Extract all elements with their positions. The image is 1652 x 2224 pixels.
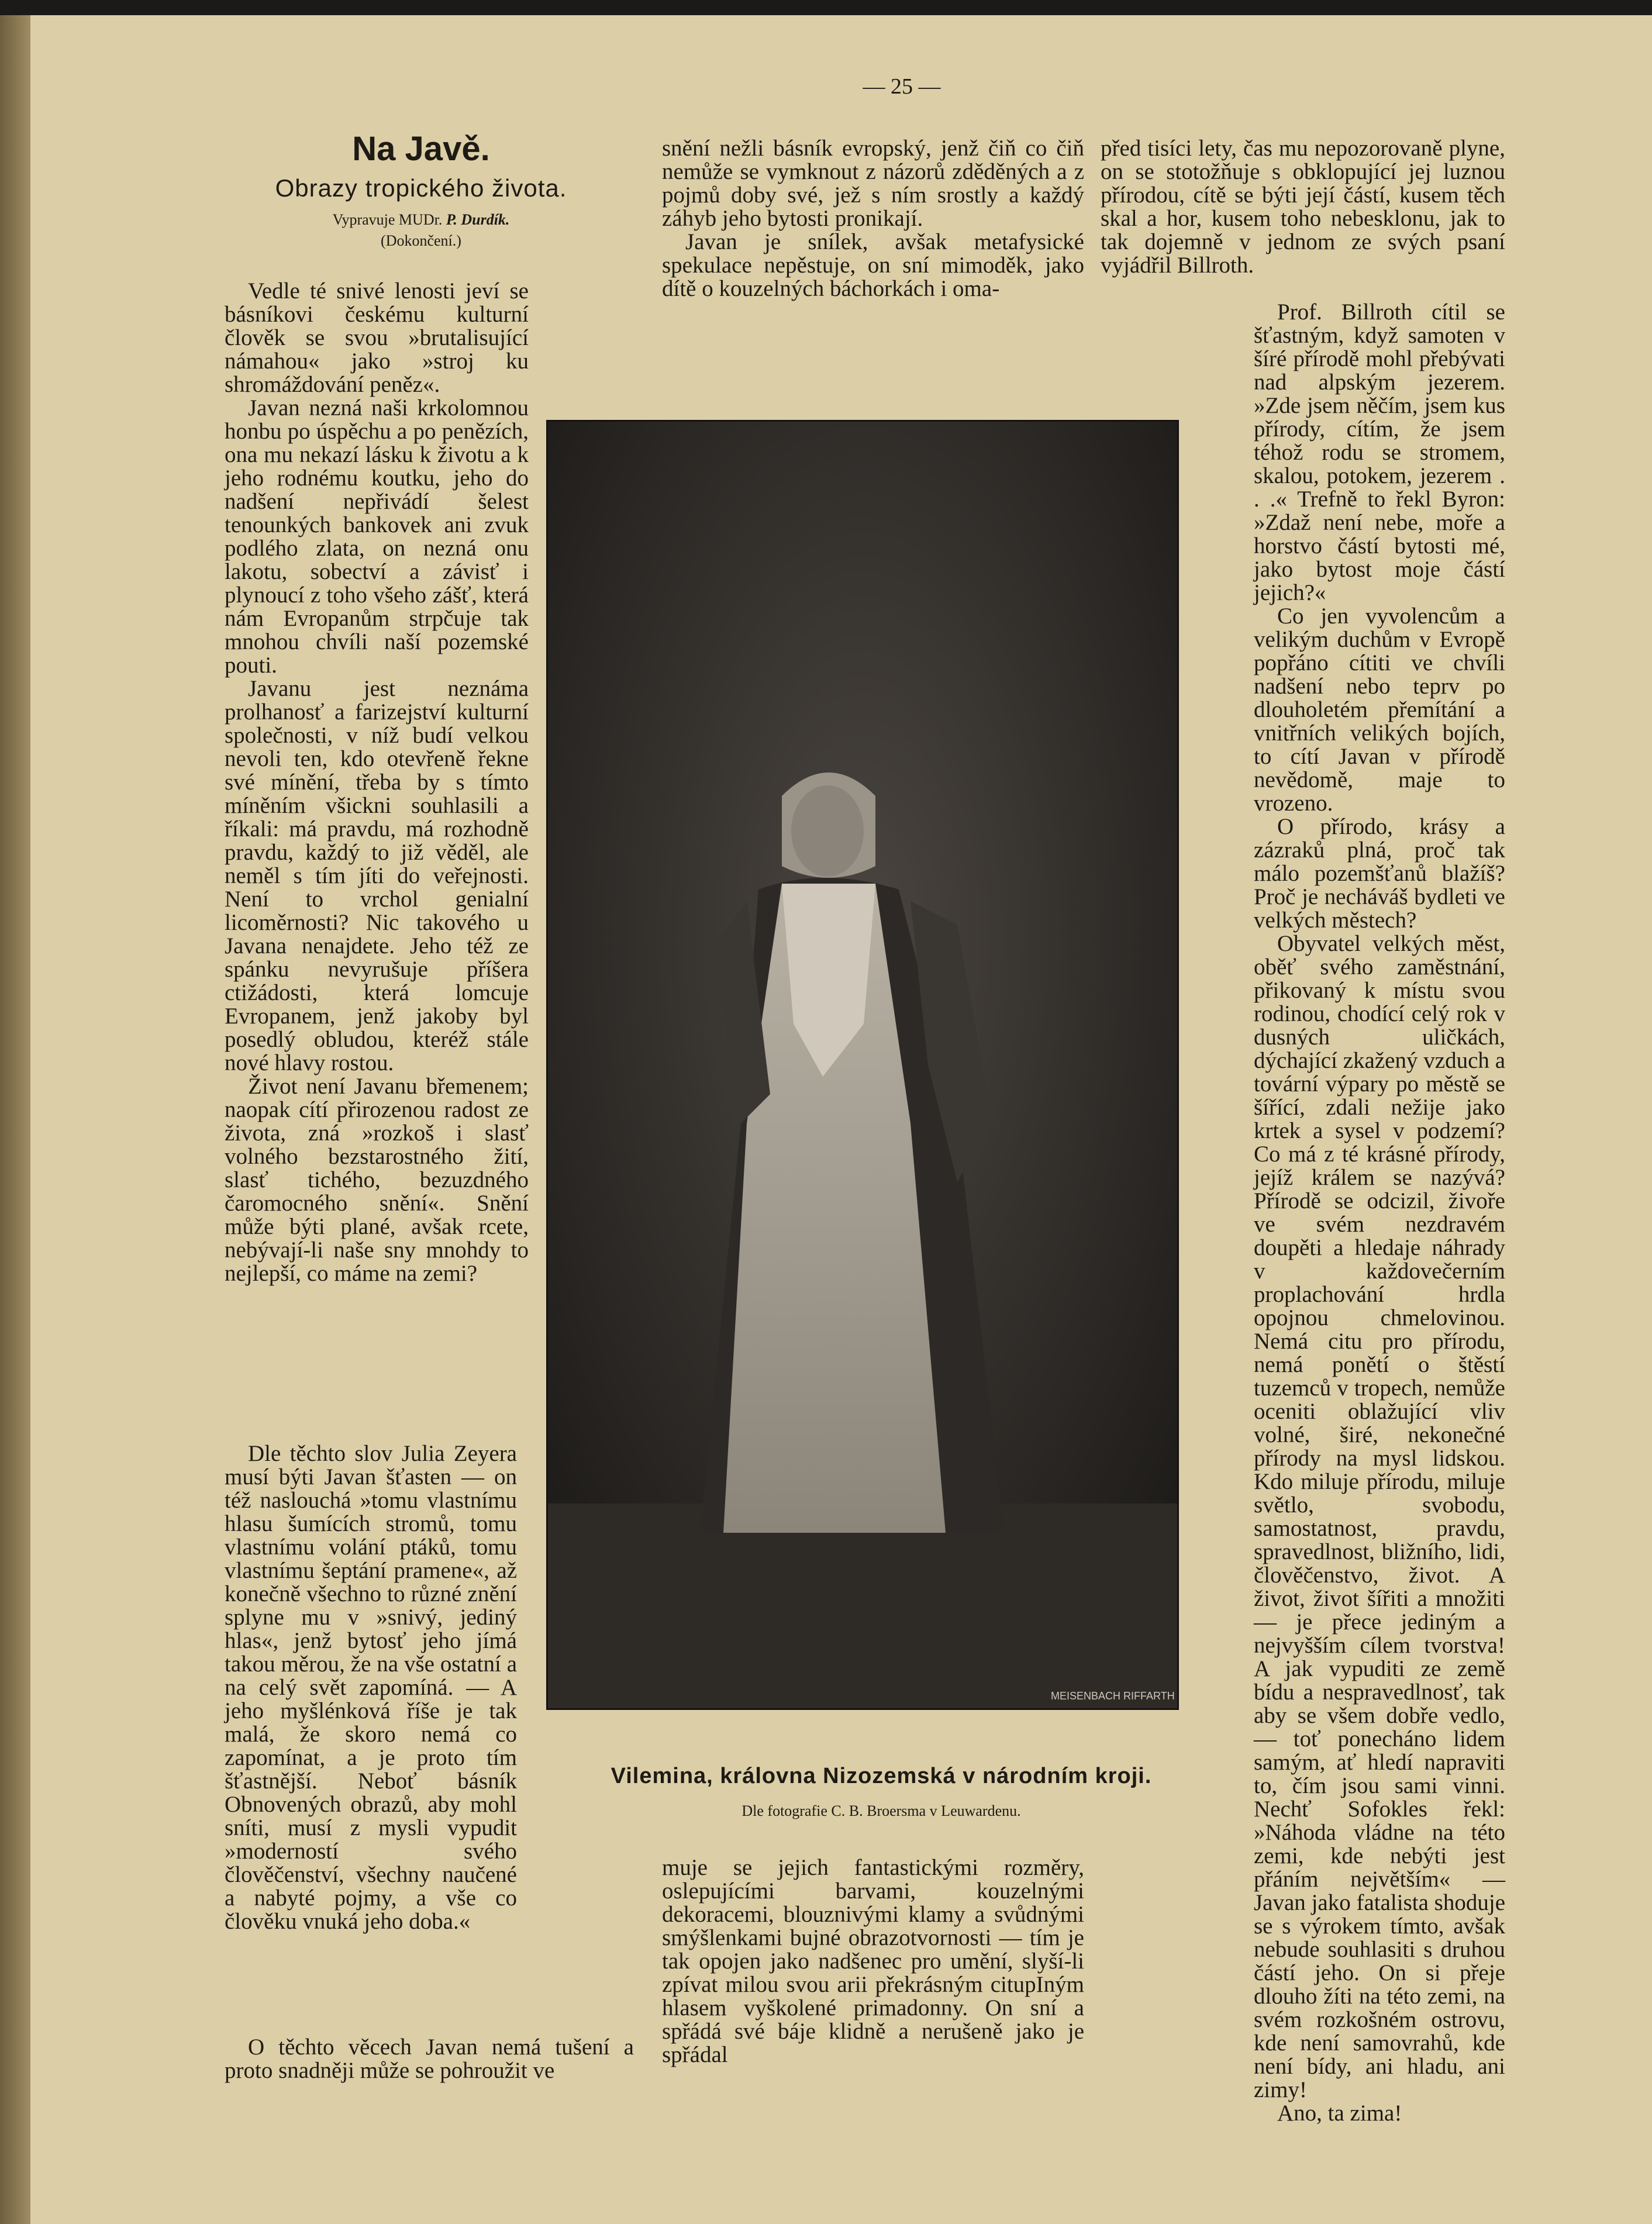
column-1-head [225, 129, 618, 265]
paragraph: O těchto věcech Javan nemá tušení a proto snadněji může se pohroužit ve [225, 2035, 634, 2083]
byline-prefix: Vypravuje MUDr. [332, 211, 443, 228]
column-2-bottom [662, 1856, 1084, 2067]
continuation-note: (Dokončení.) [381, 232, 461, 249]
binding-gutter [0, 15, 30, 2224]
page-number: — 25 — [863, 74, 941, 99]
paragraph: Co jen vyvolencům a velikým duchům v Evropě popřáno cítiti ve chvíli nadšení nebo teprv po dlouholetém přemítání a vnitřních velikých bojích, to cítí Javan v přírodě nevědomě, maje to vrozeno. [1254, 604, 1505, 816]
column-1-bottom [225, 2036, 634, 2082]
figure-caption: Vilemina, královna Nizozemská v národním kroji. [611, 1764, 1152, 1788]
paragraph: Ano, ta zima! [1277, 2101, 1402, 2126]
portrait-photograph [546, 420, 1179, 1710]
column-2-top [662, 137, 1084, 301]
paragraph: Obyvatel velkých měst, oběť svého zaměstnání, přikovaný k místu svou rodinou, chodící celý rok v dusných uličkách, dýchající zkažený vzduch a tovární výpary po městě se šířící, zdali nežije jako krtek a sysel v podzemí? Co má z té krásné přírody, jejíž králem se nazývá? Přírodě se odcizil, živoře ve svém nezdravém doupěti a hledaje náhrady v každovečerním proplachování hrdla opojnou chmelovinou. Nemá citu pro přírodu, nemá ponětí o štěstí tuzemců v tropech, nemůže oceniti oblažující vliv volné, širé, nekonečné přírody na mysl lidskou. Kdo miluje přírodu, miluje světlo, svobodu, samostatnost, pravdu, spravedlnost, bližního, lidi, člověčenstvo, život. A život, život šířiti a množiti — je přece jediným a nejvyšším cílem tvorstva! A jak vypuditi ze země bídu a nespravedlnosť, tak aby se všem dobře vedlo, — toť ponecháno lidem samým, ať hledí napraviti to, čím jsou sami vinni. Nechť Sofokles řekl: »Náhoda vládne na této zemi, kde nebýti jest přáním největším« — Javan jako fatalista shoduje se s výrokem tímto, avšak nebude souhlasiti s druhou částí jeho. On si přeje dlouho žíti na této zemi, na svém rozkošném ostrovu, kde není samovrahů, kde není bídy, ani hladu, ani zimy! [1254, 931, 1505, 2102]
column-1-lower [225, 1442, 517, 1933]
article-subtitle: Obrazy tropického života. [275, 174, 567, 202]
article-title: Na Javě. [352, 130, 490, 168]
paragraph: muje se jejich fantastickými rozměry, oslepujícími barvami, kouzelnými dekoracemi, blouznivými klamy a svůdnými smýšlenkami bujné obrazotvornosti — tím je tak opojen jako nadšenec pro umění, slyší-li zpívat milou svou arii překrásným citupIným hlasem vyškolené primadonny. On sní a spřádá své báje klidně a nerušeně jako je spřádal [662, 1855, 1084, 2067]
column-3-narrow [1254, 301, 1505, 2125]
top-border [0, 0, 1652, 15]
figure-credit: Dle fotografie C. B. Broersma v Leuwardenu. [741, 1802, 1021, 1819]
paragraph: před tisíci lety, čas mu nepozorovaně plyne, on se stotožňuje s obklopující jej luznou přírodou, cítě se býti její částí, kusem těch skal a hor, kusem toho nebesklonu, jak to tak dojemně v jednom ze svých psaní vyjádřil Billroth. [1101, 136, 1505, 278]
paragraph: Javanu jest neznáma prolhanosť a farizejství kulturní společnosti, v níž budí velkou nevoli ten, kdo otevřeně řekne své mínění, třeba by s tímto míněním všickni souhlasili a říkali: má pravdu, má rozhodně pravdu, každý to již věděl, ale neměl s tím jíti do veřejnosti. Není to vrchol genialní licoměrnosti? Nic takového u Javana nenajdete. Jeho též ze spánku nevyrušuje příšera ctižádosti, která lomcuje Evropanem, jenž jakoby byl posedlý obludou, kteréž stále nové hlavy rostou. [225, 676, 529, 1075]
column-3-top [1101, 137, 1505, 277]
portrait-illustration [548, 422, 1177, 1708]
paragraph: Život není Javanu břemenem; naopak cítí přirozenou radost ze života, zná »rozkoš i slasť volného bezstarostného žití, slasť tichého, bezuzdného čaromocného snění«. Snění může býti plané, avšak rcete, nebývají-li naše sny mnohdy to nejlepší, co máme na zemi? [225, 1074, 529, 1286]
paragraph: Prof. Billroth cítil se šťastným, když samoten v šíré přírodě mohl přebývati nad alpským jezerem. »Zde jsem něčím, jsem kus přírody, cítím, že jsem téhož rodu se stromem, skalou, potokem, jezerem . . .« Trefně to řekl Byron: »Zdaž není nebe, moře a horstvo částí bytosti mé, jako bytost moje částí jejich?« [1254, 299, 1505, 605]
paragraph: Dle těchto slov Julia Zeyera musí býti Javan šťasten — on též naslouchá »tomu vlastnímu hlasu šumících stromů, tomu vlastnímu volání ptáků, tomu vlastnímu šeptání pramene«, až konečně všechno to různé znění splyne mu v »snivý, jediný hlas«, jenž bytosť jeho jímá takou měrou, že na vše ostatní a na celý svět zapomíná. — A jeho myšlénková říše je tak malá, že skoro nemá co zapomínat, a je proto tím šťastnější. Neboť básník Obnovených obrazů, aby mohl sníti, musí z mysli vypudit »moderností svého člověčenství, všechny naučené a nabyté pojmy, a vše co člověku vnuká jeho doba.« [225, 1441, 517, 1934]
engraver-mark: MEISENBACH RIFFARTH [1051, 1690, 1175, 1702]
article-byline [225, 209, 618, 230]
paragraph: snění nežli básník evropský, jenž čiň co čiň nemůže se vymknout z názorů zděděných a z pojmů doby své, jež s ním srostly a každý záhyb jeho bytosti pronikají. [662, 136, 1084, 231]
paragraph: O přírodo, krásy a zázraků plná, proč tak málo pozemšťanů blažíš? Proč je necháváš bydleti ve velkých městech? [1254, 814, 1505, 933]
column-1-narrow [225, 280, 529, 1285]
magazine-page [30, 15, 1652, 2224]
byline-author: P. Durdík. [446, 211, 510, 228]
paragraph: Vedle té snivé lenosti jeví se básníkovi českému kulturní člověk se svou »brutalisující námahou« jako »stroj ku shromáždování peněz«. [225, 278, 529, 397]
paragraph: Javan je snílek, avšak metafysické spekulace nepěstuje, on sní mimoděk, jako dítě o kouzelných báchorkách i oma- [662, 229, 1084, 301]
paragraph: Javan nezná naši krkolomnou honbu po úspěchu a po penězích, ona mu nekazí lásku k životu a k jeho rodnému koutku, jeho do nadšení nepřivádí šelest tenounkých bankovek ani zvuk podlého zlata, on nezná onu lakotu, sobectví a závisť i plynoucí z toho všeho zášť, která nám Evropanům strpčuje tak mnohou chvíli naší pozemské pouti. [225, 395, 529, 678]
